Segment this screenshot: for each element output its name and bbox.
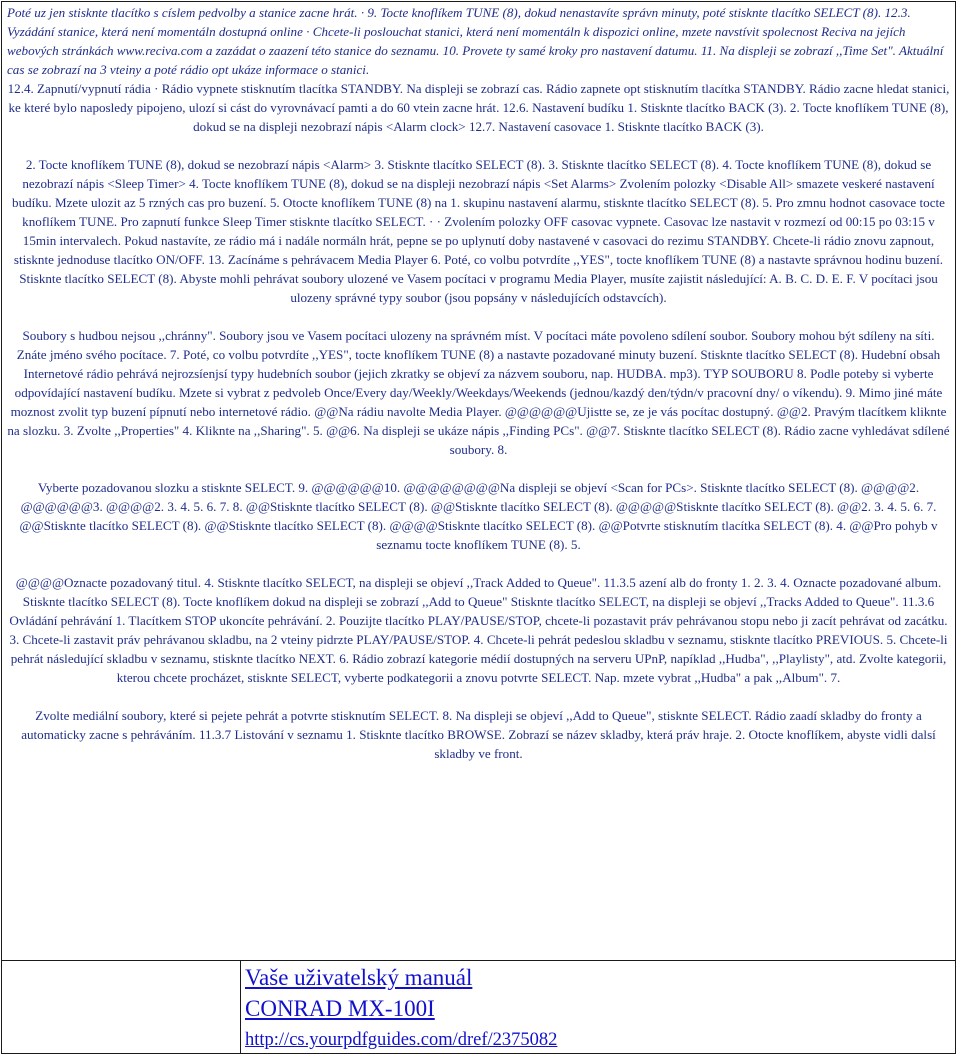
manual-url-link[interactable]: http://cs.yourpdfguides.com/dref/2375082: [245, 1030, 558, 1050]
paragraph-gap: [7, 554, 950, 573]
paragraph-gap: [7, 459, 950, 478]
paragraph: Poté uz jen stisknte tlacítko s císlem pedvolby a stanice zacne hrát. · 9. Tocte knoflíkem TUNE (8), dokud nenastavíte správn minuty, poté stisknte tlacítko SELECT (8). 12.3. Vyzádání stanice, která není momentáln dostupná online · Chcete-li poslouchat stanici, která není momentáln k dispozici online, mzete navstívit spolecnost Reciva na jejích webových stránkách www.reciva.com a zazádat o zaazení této stanice do seznamu. 10. Provete ty samé kroky pro nastavení datumu. 11. Na displeji se zobrazí ,,Time Set". Aktuální cas se zobrazí na 3 vteiny a poté rádio opt ukáze informace o stanici.: [7, 5, 944, 77]
document-body: [2, 2, 955, 961]
paragraph: Zvolte mediální soubory, které si pejete pehrát a potvrte stisknutím SELECT. 8. Na displeji se objeví ,,Add to Queue", stisknte SELECT. Rádio zaadí skladby do fronty a automaticky zacne s pehráváním. 11.3.7 Listování v seznamu 1. Stisknte tlacítko BROWSE. Zobrazí se název skladby, která práv hraje. 2. Otocte knoflíkem, abyste vidli dalsí skladby ve front.: [21, 708, 936, 761]
paragraph: @@@@Oznacte pozadovaný titul. 4. Stisknte tlacítko SELECT, na displeji se objeví ,,Track Added to Queue". 11.3.5 azení alb do fronty 1. 2. 3. 4. Oznacte pozadované album. Stisknte tlacítko SELECT (8). Tocte knoflíkem dokud na displeji se zobrazí ,,Add to Queue" Stisknte tlacítko SELECT, na displeji se objeví ,,Tracks Added to Queue". 11.3.6 Ovládání pehrávání 1. Tlacítkem STOP ukoncíte pehrávání. 2. Pouzijte tlacítko PLAY/PAUSE/STOP, chcete-li pozastavit práv pehrávanou stopu nebo ji zacít pehrávat od zacátku. 3. Chcete-li zastavit práv pehrávanou skladbu, na 2 vteiny pidrzte PLAY/PAUSE/STOP. 4. Chcete-li pehrát pedeslou skladbu v seznamu, stisknte tlacítko PREVIOUS. 5. Chcete-li pehrát následující skladbu v seznamu, stisknte tlacítko NEXT. 6. Rádio zobrazí kategorie médií dostupných na serveru UPnP, napíklad ,,Hudba", ,,Playlisty", atd. Zvolte kategorii, kterou chcete procházet, stisknte SELECT, vyberte podkategorii a znovu potvrte SELECT. Nap. mzete vybrat ,,Hudba" a pak ,,Album". 7.: [9, 575, 948, 685]
paragraph: Vyberte pozadovanou slozku a stisknte SELECT. 9. @@@@@@10. @@@@@@@@Na displeji se objeví <Scan for PCs>. Stisknte tlacítko SELECT (8). @@@@2. @@@@@@3. @@@@2. 3. 4. 5. 6. 7. 8. @@Stisknte tlacítko SELECT (8). @@Stisknte tlacítko SELECT (8). @@@@@Stisknte tlacítko SELECT (8). @@2. 3. 4. 5. 6. 7. @@Stisknte tlacítko SELECT (8). @@Stisknte tlacítko SELECT (8). @@@@Stisknte tlacítko SELECT (8). @@Potvrte stisknutím tlacítka SELECT (8). 4. @@Pro pohyb v seznamu tocte knoflíkem TUNE (8). 5.: [19, 480, 938, 552]
paragraph: Soubory s hudbou nejsou ,,chránny". Soubory jsou ve Vasem pocítaci ulozeny na správném míst. V pocítaci máte povoleno sdílení soubor. Soubory mohou být sdíleny na síti. Znáte jméno svého pocítace. 7. Poté, co volbu potvrdíte ,,YES", tocte knoflíkem TUNE (8) a nastavte pozadované minuty buzení. Stisknte tlacítko SELECT (8). Hudební obsah Internetové rádio pehrává nejrozsíenjsí typy hudebních soubor (jejich zkratky se objeví za názvem souboru, nap. HUDBA. mp3). TYP SOUBORU 8. Podle poteby si vyberte odpovídající nastavení budíku. Mzete si vybrat z pedvoleb Once/Every day/Weekly/Weekdays/Weekends (jednou/kazdý den/týdn/v pracovní dny/ o víkendu). 9. Mimo jiné máte moznost zvolit typ buzení pípnutí nebo internetové rádio. @@Na rádiu navolte Media Player. @@@@@@Ujistte se, ze je vás pocítac dostupný. @@2. Pravým tlacítkem kliknte na slozku. 3. Zvolte ,,Properties" 4. Kliknte na ,,Sharing". 5. @@6. Na displeji se ukáze nápis ,,Finding PCs". @@7. Stisknte tlacítko SELECT (8). Rádio zacne vyhledávat sdílené soubory. 8.: [7, 328, 950, 457]
paragraph: 12.4. Zapnutí/vypnutí rádia · Rádio vypnete stisknutím tlacítka STANDBY. Na displeji se zobrazí cas. Rádio zapnete opt stisknutím tlacítka STANDBY. Rádio zacne hledat stanici, ke které bylo naposledy pipojeno, ulozí si cást do vyrovnávací pamti a do 60 vtein zacne hrát. 12.6. Nastavení budíku 1. Stisknte tlacítko BACK (3). 2. Tocte knoflíkem TUNE (8), dokud se na displeji nezobrazí nápis <Alarm clock> 12.7. Nastavení casovace 1. Stisknte tlacítko BACK (3).: [7, 81, 950, 134]
paragraph: 2. Tocte knoflíkem TUNE (8), dokud se nezobrazí nápis <Alarm> 3. Stisknte tlacítko SELECT (8). 3. Stisknte tlacítko SELECT (8). 4. Tocte knoflíkem TUNE (8), dokud se nezobrazí nápis <Sleep Timer> 4. Tocte knoflíkem TUNE (8), dokud se na displeji nezobrazí nápis <Set Alarms> Zvolením polozky <Disable All> smazete veskeré nastavení budíku. Mzete ulozit az 5 rzných cas pro buzení. 5. Otocte knoflíkem TUNE (8) na 1. skupinu nastavení alarmu, stisknte tlacítko SELECT (8). 5. Pro zmnu hodnot casovace tocte knoflíkem TUNE. Pro zapnutí funkce Sleep Timer stisknte tlacítko SELECT. · · Zvolením polozky OFF casovac vypnete. Casovac lze nastavit v rozmezí od 00:15 po 03:15 v 15min intervalech. Pokud nastavíte, ze rádio má i nadále normáln hrát, pepne se po uplynutí doby nastavené v casovaci do rezimu STANDBY. Chcete-li rádio znovu zapnout, stisknte jednoduse tlacítko ON/OFF. 13. Zacínáme s pehrávacem Media Player 6. Poté, co volbu potvrdíte ,,YES", tocte knoflíkem TUNE (8) a nastavte správnou hodinu buzení. Stisknte tlacítko SELECT (8). Abyste mohli pehrávat soubory ulozené ve Vasem pocítaci v programu Media Player, musíte zajistit následující: A. B. C. D. E. F. V pocítaci jsou ulozeny správné typy soubor (jsou popsány v následujících odstavcích).: [12, 157, 945, 305]
paragraph-gap: [7, 136, 950, 155]
manual-link[interactable]: Vaše uživatelský manuál: [245, 965, 473, 990]
paragraph-gap: [7, 307, 950, 326]
footer-left-cell: [2, 960, 241, 1054]
document-page: [1, 1, 956, 1054]
footer-links: [245, 962, 945, 1054]
paragraph-gap: [7, 687, 950, 706]
product-link[interactable]: CONRAD MX-100I: [245, 996, 435, 1021]
